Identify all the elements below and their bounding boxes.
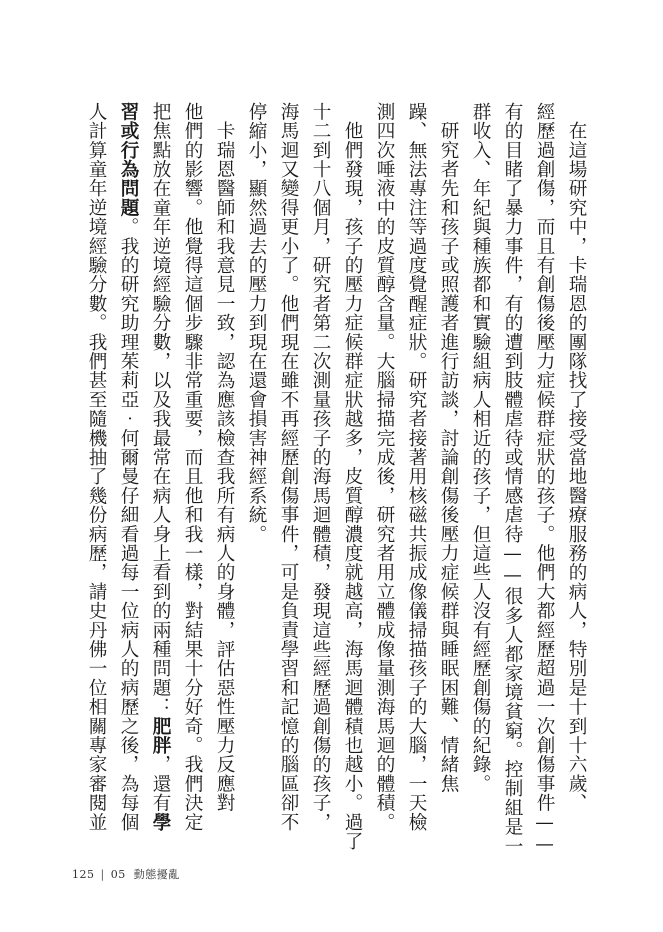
text-column-10: 海馬迴又變得更小了。他們現在雖不再經歷創傷事件，可是負責學習和記憶的腦區卻不: [278, 102, 299, 832]
text-column-15: 習或行為問題。我的研究助理茱莉亞‧何爾曼仔細看過每一位病人的病歷之後，為每個: [118, 102, 139, 832]
chapter-title: 動態擾亂: [133, 868, 180, 881]
text-column-14: 把焦點放在童年逆境經驗分數，以及我最常在病人身上看到的兩種問題：肥胖，還有學: [150, 102, 171, 832]
text-column-7: 測四次唾液中的皮質醇含量。大腦掃描完成後，研究者用立體成像量測海馬迴的體積。: [374, 102, 395, 832]
footer-separator: |: [100, 868, 105, 881]
text-column-2: 經歷過創傷，而且有創傷後壓力症候群症狀的孩子。他們大都經歷超過一次創傷事件——: [534, 102, 555, 856]
page-footer: [72, 866, 180, 882]
text-column-8: 他們發現，孩子的壓力症候群症狀越多，皮質醇濃度就越高，海馬迴體積也越小。過了: [342, 102, 363, 851]
text-column-1: 在這場研究中，卡瑞恩的團隊找了接受當地醫療服務的病人，特別是十到十六歲、: [566, 102, 587, 813]
vertical-text-block: [82, 102, 589, 856]
text-column-9: 十二到十八個月，研究者第二次測量孩子的海馬迴體積，發現這些經歷過創傷的孩子，: [310, 102, 331, 832]
chapter-number: 05: [110, 868, 126, 881]
text-column-12: 卡瑞恩醫師和我意見一致，認為應該檢查我所有病人的身體，評估惡性壓力反應對: [214, 102, 235, 813]
text-column-3: 有的目睹了暴力事件，有的遭到肢體虐待或情感虐待——很多人都家境貧窮。控制組是一: [502, 102, 523, 856]
text-column-6: 躁、無法專注等過度覺醒症狀。研究者接著用核磁共振成像儀掃描孩子的大腦，一天檢: [406, 102, 427, 832]
bold-term-learning-behavior: 習或行為問題: [118, 102, 139, 218]
bold-term-learning-start: 學: [150, 812, 171, 832]
text-column-16: 人計算童年逆境經驗分數。我們甚至隨機抽了幾份病歷，請史丹佛一位相關專家審閱並: [86, 102, 107, 832]
text-column-11: 停縮小，顯然過去的壓力到現在還會損害神經系統。: [246, 102, 267, 544]
text-column-5: 研究者先和孩子或照護者進行訪談，討論創傷後壓力症候群與睡眠困難、情緒焦: [438, 102, 459, 794]
page-number: 125: [72, 868, 95, 881]
bold-term-obesity: 肥胖: [150, 716, 171, 755]
text-column-13: 他們的影響。他覺得這個步驟非常重要，而且他和我一樣，對結果十分好奇。我們決定: [182, 102, 203, 832]
text-column-4: 群收入、年紀與種族都和實驗組病人相近的孩子，但這些人沒有經歷創傷的紀錄。: [470, 102, 491, 794]
